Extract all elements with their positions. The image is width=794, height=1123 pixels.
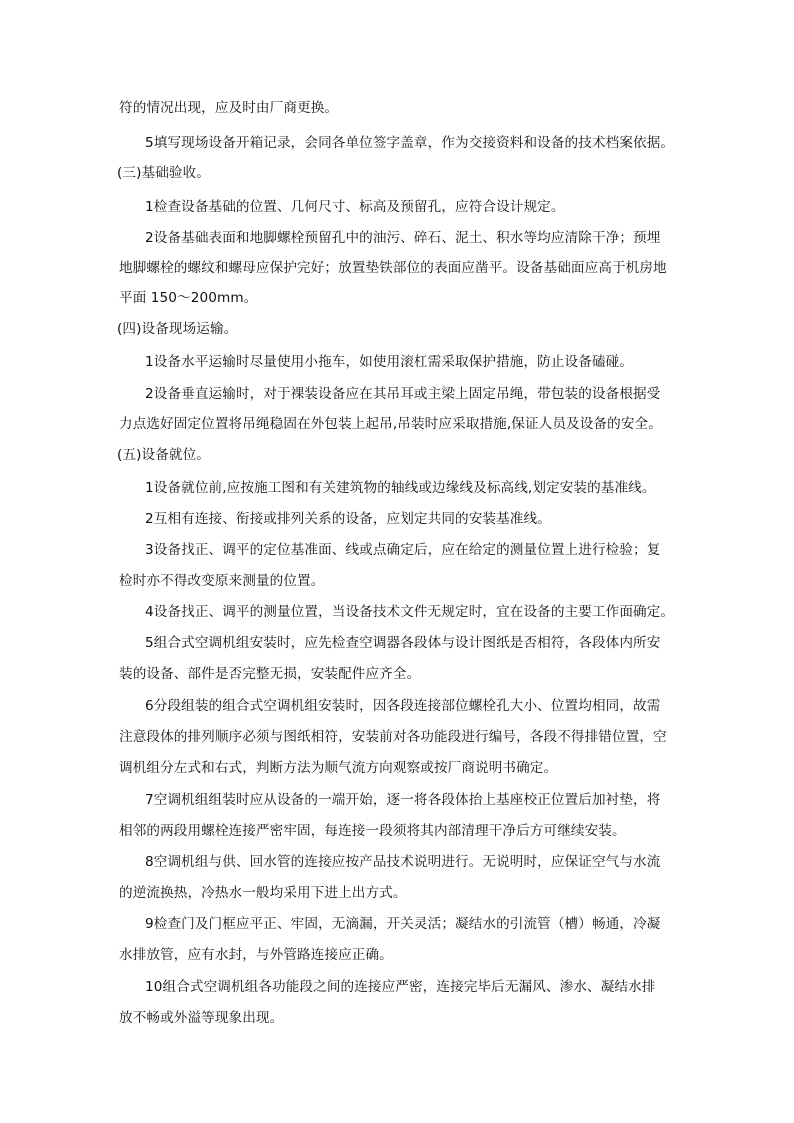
- text-line: 平面 150～200mm。: [119, 290, 258, 306]
- text-line: 水排放管，应有水封，与外管路连接应正确。: [119, 947, 393, 963]
- text-line: 1检查设备基础的位置、几何尺寸、标高及预留孔，应符合设计规定。: [145, 199, 565, 215]
- text-line: 10组合式空调机组各功能段之间的连接应严密，连接完毕后无漏风、渗水、凝结水排: [145, 979, 656, 995]
- text-line: 放不畅或外溢等现象出现。: [119, 1010, 284, 1026]
- text-line: 2设备基础表面和地脚螺栓预留孔中的油污、碎石、泥土、积水等均应清除干净；预埋: [145, 230, 661, 246]
- text-line: 相邻的两段用螺栓连接严密牢固，每连接一段须将其内部清理干净后方可继续安装。: [119, 823, 626, 839]
- text-line: 8空调机组与供、回水管的连接应按产品技术说明进行。无说明时，应保证空气与水流: [145, 854, 661, 870]
- section-heading: (四)设备现场运输。: [117, 321, 238, 337]
- text-line: 符的情况出现，应及时由厂商更换。: [119, 100, 339, 116]
- text-line: 5组合式空调机组安装时，应先检查空调器各段体与设计图纸是否相符，各段体内所安: [145, 635, 661, 651]
- text-line: 注意段体的排列顺序必须与图纸相符，安装前对各功能段进行编号，各段不得排错位置，空: [119, 729, 667, 745]
- text-line: 7空调机组组装时应从设备的一端开始，逐一将各段体抬上基座校正位置后加衬垫，将: [145, 792, 661, 808]
- text-line: 2设备垂直运输时，对于裸装设备应在其吊耳或主梁上固定吊绳，带包装的设备根据受: [145, 386, 661, 402]
- text-line: 的逆流换热，冷热水一般均采用下进上出方式。: [119, 885, 407, 901]
- text-line: 装的设备、部件是否完整无损，安装配件应齐全。: [119, 666, 421, 682]
- text-line: 调机组分左式和右式，判断方法为顺气流方向观察或按厂商说明书确定。: [119, 760, 558, 776]
- text-line: 1设备就位前,应按施工图和有关建筑物的轴线或边缘线及标高线,划定安装的基准线。: [145, 480, 656, 496]
- text-line: 3设备找正、调平的定位基准面、线或点确定后，应在给定的测量位置上进行检验；复: [145, 542, 661, 558]
- text-line: 1设备水平运输时尽量使用小拖车，如使用滚杠需采取保护措施，防止设备磕碰。: [145, 354, 634, 370]
- section-heading: (五)设备就位。: [117, 447, 210, 463]
- text-line: 力点选好固定位置将吊绳稳固在外包装上起吊,吊装时应采取措施,保证人员及设备的安全。: [119, 416, 662, 432]
- text-line: 检时亦不得改变原来测量的位置。: [119, 573, 325, 589]
- section-heading: (三)基础验收。: [117, 165, 210, 181]
- text-line: 地脚螺栓的螺纹和螺母应保护完好；放置垫铁部位的表面应凿平。设备基础面应高于机房地: [119, 260, 667, 276]
- text-line: 9检查门及门框应平正、牢固，无滴漏，开关灵活；凝结水的引流管（槽）畅通，冷凝: [145, 916, 661, 932]
- text-line: 5填写现场设备开箱记录，会同各单位签字盖章，作为交接资料和设备的技术档案依据。: [145, 135, 675, 151]
- text-line: 2互相有连接、衔接或排列关系的设备，应划定共同的安装基准线。: [145, 511, 551, 527]
- text-line: 4设备找正、调平的测量位置，当设备技术文件无规定时，宜在设备的主要工作面确定。: [145, 604, 675, 620]
- text-line: 6分段组装的组合式空调机组安装时，因各段连接部位螺栓孔大小、位置均相同，故需: [145, 698, 661, 714]
